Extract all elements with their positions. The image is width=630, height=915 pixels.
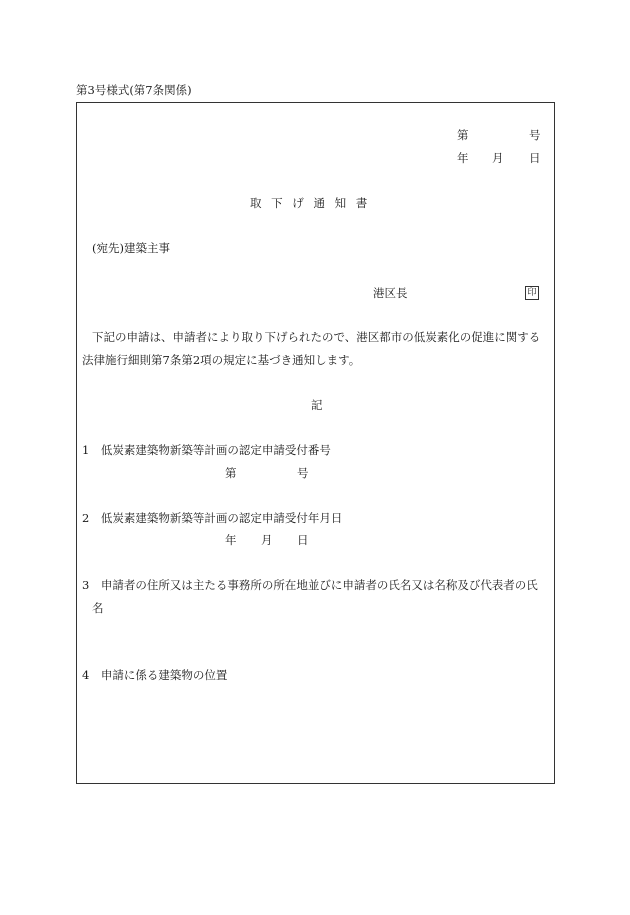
item-3-label: 3 申請者の住所又は主たる事務所の所在地並びに申請者の氏名又は名称及び代表者の氏 — [82, 578, 538, 592]
document-title: 取 下 げ 通 知 書 — [250, 196, 368, 210]
body-line-1: 下記の申請は、申請者により取り下げられたので、港区都市の低炭素化の促進に関する — [92, 330, 541, 344]
item-2-month: 月 — [261, 533, 273, 547]
number-prefix: 第 — [457, 128, 469, 142]
item-2-label: 2 低炭素建築物新築等計画の認定申請受付年月日 — [82, 511, 343, 525]
number-suffix: 号 — [529, 128, 541, 142]
item-4-label: 4 申請に係る建築物の位置 — [82, 668, 228, 682]
issuer-name: 港区長 — [373, 286, 408, 300]
addressee: (宛先)建築主事 — [92, 241, 170, 255]
seal-mark — [525, 286, 539, 300]
item-1-suffix: 号 — [297, 466, 309, 480]
form-number-label: 第3号様式(第7条関係) — [76, 83, 192, 97]
item-3-continuation: 名 — [92, 601, 104, 615]
date-year: 年 — [457, 151, 469, 165]
item-1-label: 1 低炭素建築物新築等計画の認定申請受付番号 — [82, 443, 331, 457]
seal-text: 印 — [525, 286, 539, 300]
item-2-day: 日 — [297, 533, 309, 547]
item-2-year: 年 — [225, 533, 237, 547]
item-1-prefix: 第 — [225, 466, 237, 480]
body-line-2: 法律施行細則第7条第2項の規定に基づき通知します。 — [82, 353, 361, 367]
date-day: 日 — [529, 151, 541, 165]
ki-heading: 記 — [311, 398, 323, 412]
date-month: 月 — [492, 151, 504, 165]
